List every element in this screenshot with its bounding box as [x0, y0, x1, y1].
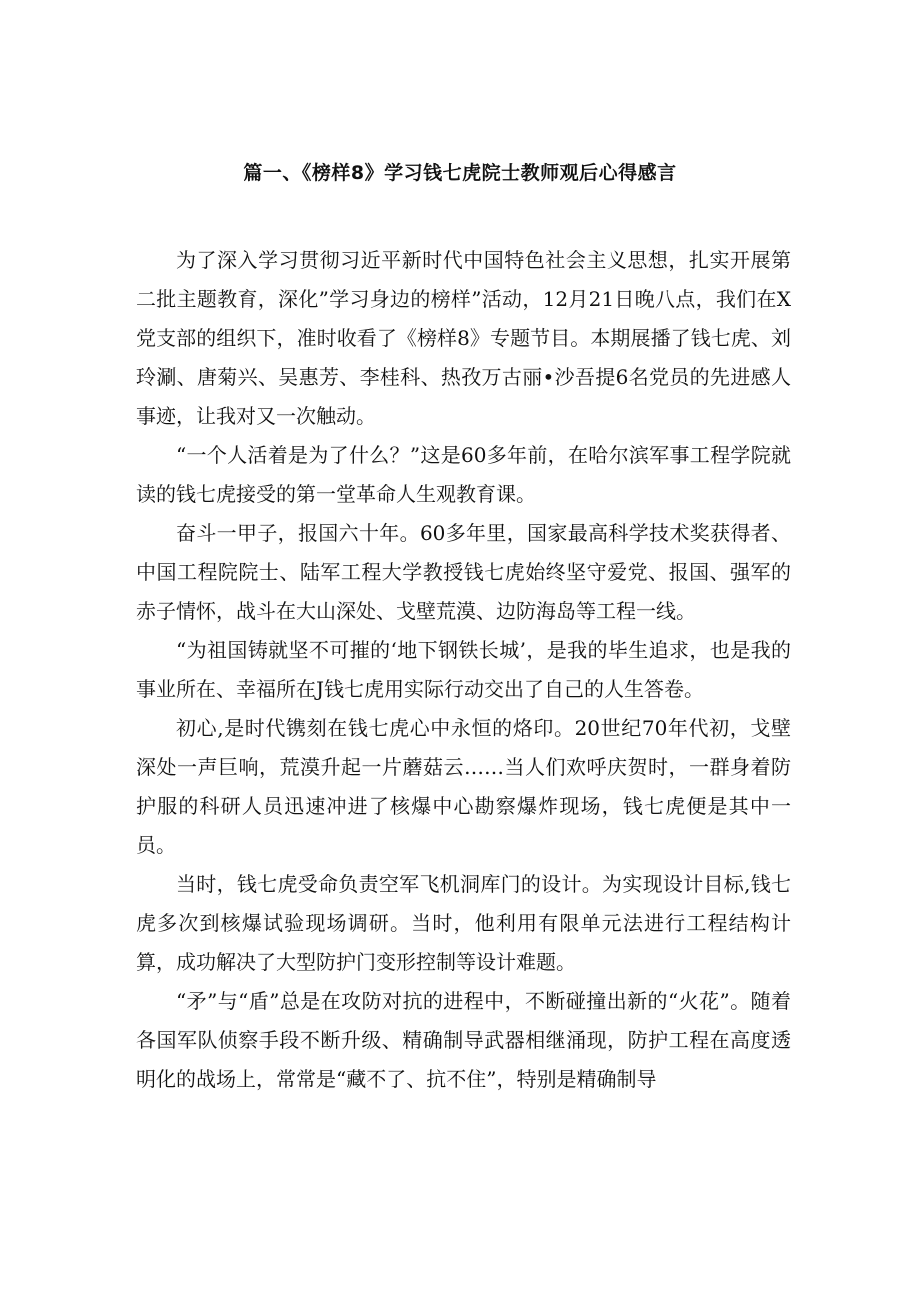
paragraph: “为祖国铸就坚不可摧的‘地下钢铁长城’，是我的毕生追求，也是我的事业所在、幸福所在J钱七虎用实际行动交出了自己的人生答卷。: [136, 638, 791, 701]
paragraph: 为了深入学习贯彻习近平新时代中国特色社会主义思想，扎实开展第二批主题教育，深化”学习身边的榜样”活动，12月21日晚八点，我们在X党支部的组织下，准时收看了《榜样8》专题节目。本期展播了钱七虎、刘玲涮、唐菊兴、吴惠芳、李桂科、热孜万古丽•沙吾提6名党员的先进感人事迹，让我对又一次触动。: [136, 248, 791, 428]
document-body: [136, 241, 791, 1099]
paragraph: 初心,是时代镌刻在钱七虎心中永恒的烙印。20世纪70年代初，戈壁深处一声巨响，荒漠升起一片蘑菇云……当人们欢呼庆贺时，一群身着防护服的科研人员迅速冲进了核爆中心勘察爆炸现场，钱七虎便是其中一员。: [136, 716, 791, 857]
paragraph: 奋斗一甲子，报国六十年。60多年里，国家最高科学技术奖获得者、中国工程院院士、陆军工程大学教授钱七虎始终坚守爱党、报国、强军的赤子情怀，战斗在大山深处、戈壁荒漠、边防海岛等工程一线。: [136, 521, 791, 623]
document-title: 篇一、《榜样8》学习钱七虎院士教师观后心得感言: [243, 162, 677, 184]
paragraph: “一个人活着是为了什么？”这是60多年前，在哈尔滨军事工程学院就读的钱七虎接受的第一堂革命人生观教育课。: [136, 443, 791, 506]
paragraph: 当时，钱七虎受命负责空军飞机洞库门的设计。为实现设计目标,钱七虎多次到核爆试验现场调研。当时，他利用有限单元法进行工程结构计算，成功解决了大型防护门变形控制等设计难题。: [136, 872, 791, 974]
paragraph: “矛”与“盾”总是在攻防对抗的进程中，不断碰撞出新的“火花”。随着各国军队侦察手段不断升级、精确制导武器相继涌现，防护工程在高度透明化的战场上，常常是“藏不了、抗不住”，特别是精确制导: [136, 989, 791, 1091]
